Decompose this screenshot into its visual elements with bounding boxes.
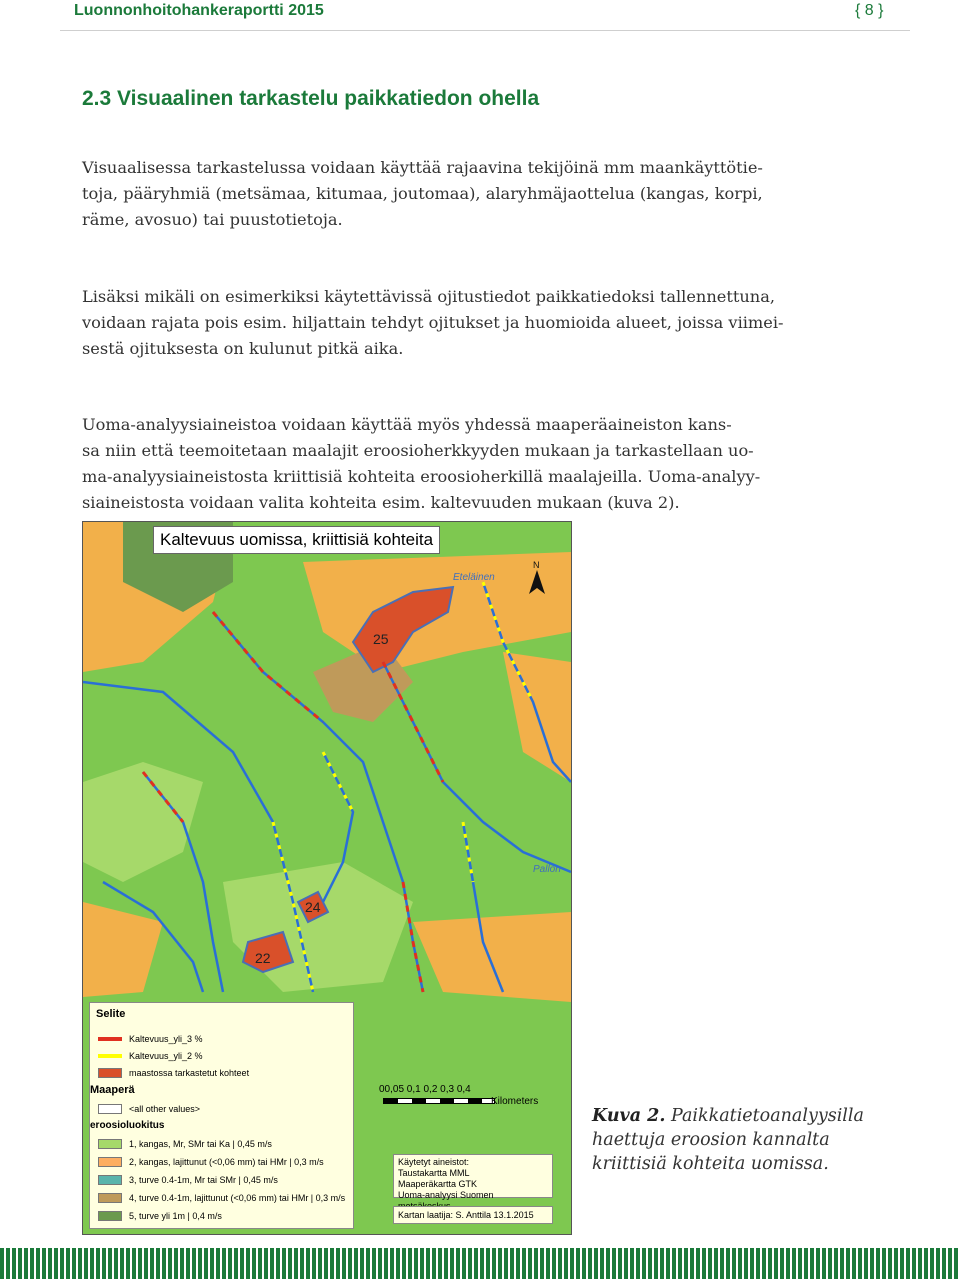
legend-line-swatch [98, 1037, 122, 1041]
site-label-22: 22 [255, 950, 271, 966]
site-label-24: 24 [305, 899, 321, 915]
legend-item-label: 3, turve 0.4-1m, Mr tai SMr | 0,45 m/s [129, 1175, 278, 1185]
legend-eroosio-item [98, 1173, 278, 1187]
map-legend [89, 1002, 354, 1229]
legend-maapera-heading: Maaperä [90, 1084, 135, 1096]
legend-item-label: 5, turve yli 1m | 0,4 m/s [129, 1211, 222, 1221]
legend-eroosio-item [98, 1137, 272, 1151]
scale-bar-graphic [383, 1098, 495, 1104]
north-label: N [533, 560, 540, 570]
legend-item-label: 2, kangas, lajittunut (<0,06 mm) tai HMr | 0,3 m/s [129, 1157, 324, 1167]
paragraph-line: räme, avosuo) tai puustotietoja. [82, 210, 343, 229]
report-title: Luonnonhoitohankeraportti 2015 [74, 2, 324, 19]
legend-line-slope-3 [98, 1032, 203, 1046]
sources-line: Käytetyt aineistot: [398, 1157, 470, 1167]
legend-item-label: 1, kangas, Mr, SMr tai Ka | 0,45 m/s [129, 1139, 272, 1149]
section-title: 2.3 Visuaalinen tarkastelu paikkatiedon ohella [82, 87, 540, 110]
paragraph-line: sestä ojituksesta on kulunut pitkä aika. [82, 339, 404, 358]
paragraph-line: ma-analyysiaineistosta kriittisiä kohteita eroosioherkillä maalajeilla. Uoma-analyy- [82, 467, 761, 486]
slope-map-figure [82, 521, 572, 1235]
legend-swatch [98, 1068, 122, 1078]
legend-swatch [98, 1175, 122, 1185]
caption-text: Paikkatietoanalyysilla haettuja eroosion kannalta kriittisiä kohteita uomissa. [592, 1106, 864, 1174]
figure-caption [592, 1104, 892, 1176]
paragraph-line: Visuaalisessa tarkastelussa voidaan käyttää rajaavina tekijöinä mm maankäyttötie- [82, 158, 763, 177]
paragraph-3 [82, 412, 882, 516]
page-number: { 8 } [855, 2, 884, 19]
legend-line-slope-2 [98, 1049, 203, 1063]
place-name: Eteläinen [453, 572, 495, 583]
paragraph-line: toja, pääryhmiä (metsämaa, kitumaa, joutomaa), alaryhmäjaottelua (kangas, korpi, [82, 184, 763, 203]
legend-swatch [98, 1139, 122, 1149]
legend-item-label: <all other values> [129, 1104, 201, 1114]
paragraph-line: Lisäksi mikäli on esimerkiksi käytettävissä ojitustiedot paikkatiedoksi tallennettuna, [82, 287, 776, 306]
legend-swatch [98, 1193, 122, 1203]
legend-line-label: Kaltevuus_yli_2 % [129, 1051, 203, 1061]
legend-line-swatch [98, 1054, 122, 1058]
paragraph-line: voidaan rajata pois esim. hiljattain tehdyt ojitukset ja huomioida alueet, joissa viimei- [82, 313, 784, 332]
paragraph-1 [82, 155, 882, 233]
caption-label: Kuva 2. [592, 1106, 666, 1126]
paragraph-line: siaineistosta voidaan valita kohteita esim. kaltevuuden mukaan (kuva 2). [82, 493, 680, 512]
legend-maapera-item [98, 1102, 200, 1116]
legend-line-label: Kaltevuus_yli_3 % [129, 1034, 203, 1044]
sources-line: Taustakartta MML [398, 1168, 470, 1178]
data-sources-box [393, 1154, 553, 1198]
scale-bar [379, 1084, 555, 1114]
legend-line-label: maastossa tarkastetut kohteet [129, 1068, 250, 1078]
header-divider [60, 30, 910, 31]
sources-line: Uoma-analyysi Suomen [398, 1190, 494, 1200]
map-author-box: Kartan laatija: S. Anttila 13.1.2015 [393, 1206, 553, 1224]
paragraph-2 [82, 284, 882, 362]
legend-heading: Selite [96, 1008, 126, 1020]
legend-item-label: 4, turve 0.4-1m, lajittunut (<0,06 mm) tai HMr | 0,3 m/s [129, 1193, 346, 1203]
scale-unit: Kilometers [491, 1096, 539, 1107]
paragraph-line: Uoma-analyysiaineistoa voidaan käyttää myös yhdessä maaperäaineiston kans- [82, 415, 732, 434]
paragraph-line: sa niin että teemoitetaan maalajit eroosioherkkyyden mukaan ja tarkastellaan uo- [82, 441, 754, 460]
legend-eroosio-heading: eroosioluokitus [90, 1120, 165, 1131]
legend-eroosio-item [98, 1155, 324, 1169]
footer-stripe-bar [0, 1248, 960, 1279]
site-label-25: 25 [373, 631, 389, 647]
legend-eroosio-item [98, 1209, 222, 1223]
map-title: Kaltevuus uomissa, kriittisiä kohteita [153, 526, 440, 554]
legend-swatch [98, 1211, 122, 1221]
legend-swatch [98, 1104, 122, 1114]
place-name: Pallon [533, 864, 561, 875]
legend-checked-sites [98, 1066, 249, 1080]
sources-line: Maaperäkartta GTK [398, 1179, 478, 1189]
legend-eroosio-item [98, 1191, 345, 1205]
legend-swatch [98, 1157, 122, 1167]
scale-ticks: 00,05 0,1 0,2 0,3 0,4 [379, 1084, 471, 1095]
